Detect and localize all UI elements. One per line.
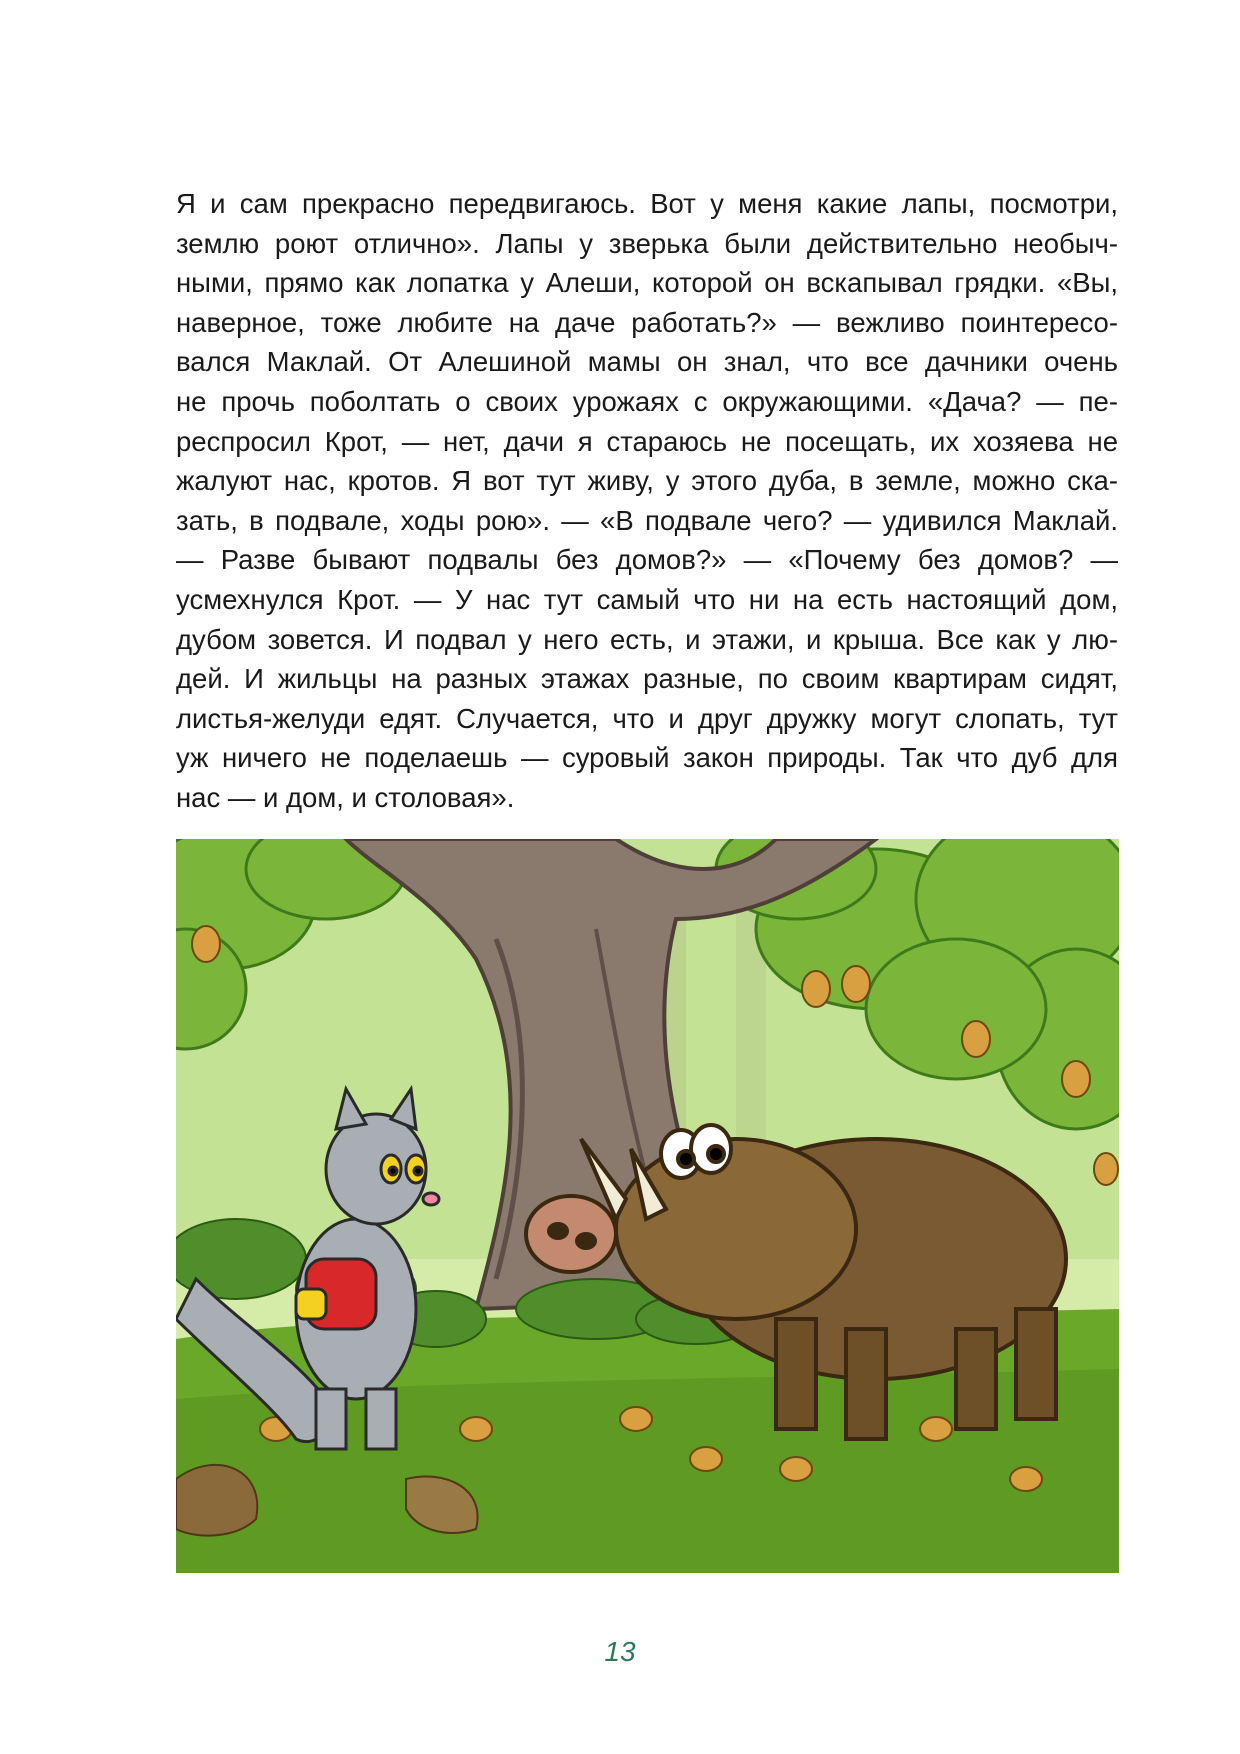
text-line: дубом зовется. И подвал у него есть, и этажи, и крыша. Все как у лю- xyxy=(176,623,1118,655)
text-line: нас — и дом, и столовая». xyxy=(176,781,515,813)
text-line: ными, прямо как лопатка у Алеши, которой он вскапывал грядки. «Вы, xyxy=(176,267,1118,299)
text-line: жалуют нас, кротов. Я вот тут живу, у этого дуба, в земле, можно ска- xyxy=(176,465,1118,497)
page-number: 13 xyxy=(604,1636,636,1667)
text-line: наверное, тоже любите на даче работать?» — вежливо поинтересо- xyxy=(176,306,1118,338)
text-line: усмехнулся Крот. — У нас тут самый что ни на есть настоящий дом, xyxy=(176,583,1118,615)
text-line: не прочь поболтать о своих урожаях с окружающими. «Дача? — пе- xyxy=(176,385,1118,417)
text-line: Я и сам прекрасно передвигаюсь. Вот у меня какие лапы, посмотри, xyxy=(176,188,1118,219)
text-line: респросил Крот, — нет, дачи я стараюсь не посещать, их хозяева не xyxy=(176,425,1118,457)
text-line: уж ничего не поделаешь — суровый закон природы. Так что дуб для xyxy=(176,742,1118,774)
text-line: листья-желуди едят. Случается, что и друг дружку могут слопать, тут xyxy=(176,702,1118,734)
story-paragraph xyxy=(176,184,1118,818)
text-line: — Разве бывают подвалы без домов?» — «Почему без домов? — xyxy=(176,544,1118,576)
text-line: дей. И жильцы на разных этажах разные, по своим квартирам сидят, xyxy=(176,663,1118,695)
forest-scene-illustration xyxy=(176,839,1119,1573)
text-line: землю роют отлично». Лапы у зверька были действительно необыч- xyxy=(176,227,1118,259)
text-line: зать, в подвале, ходы рою». — «В подвале чего? — удивился Маклай. xyxy=(176,504,1118,536)
text-line: вался Маклай. От Алешиной мамы он знал, что все дачники очень xyxy=(176,346,1118,378)
fallen-oak-leaf xyxy=(176,1465,257,1536)
